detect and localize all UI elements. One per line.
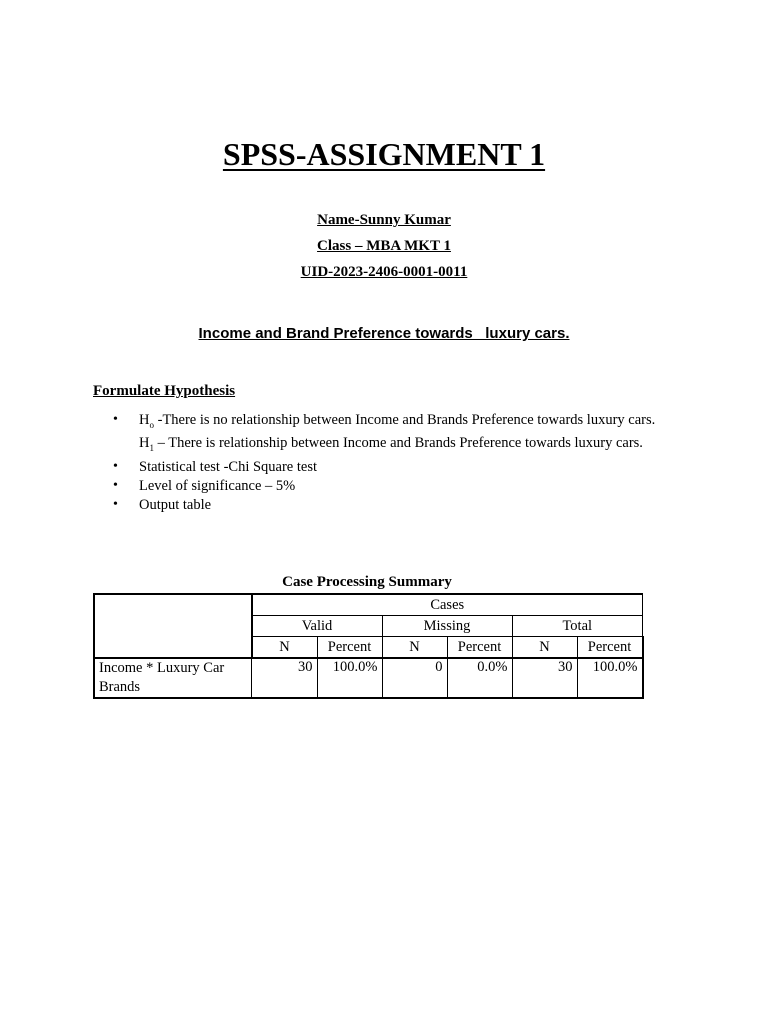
valid-header: Valid	[252, 616, 383, 637]
h1-subscript: 1	[149, 442, 154, 453]
hypothesis-list	[93, 411, 673, 515]
student-uid: UID-2023-2406-0001-0011	[300, 264, 468, 280]
hypothesis-heading: Formulate Hypothesis	[93, 383, 236, 399]
cases-header: Cases	[252, 594, 643, 616]
table-title: Case Processing Summary	[282, 574, 452, 590]
h0-symbol: H	[139, 412, 150, 428]
h1-text: – There is relationship between Income and Brands Preference towards luxury cars.	[153, 434, 643, 451]
document-subtitle: Income and Brand Preference towards luxury cars.	[198, 325, 570, 342]
row-label: Income * Luxury Car Brands	[94, 658, 252, 698]
list-item-output: • Output table	[93, 496, 673, 514]
null-hypothesis	[139, 411, 673, 434]
missing-percent-header: Percent	[447, 637, 512, 659]
valid-n-header: N	[252, 637, 318, 659]
h0-text: -There is no relationship between Income and Brands Preference towards luxury cars.	[153, 412, 656, 428]
h0-subscript: o	[149, 419, 154, 430]
case-processing-table	[93, 593, 644, 699]
missing-n: 0	[382, 658, 447, 698]
list-item-test: • Statistical test -Chi Square test	[93, 458, 673, 476]
total-header: Total	[512, 616, 643, 637]
student-class: Class – MBA MKT 1	[317, 238, 451, 254]
total-n-header: N	[512, 637, 577, 659]
table-corner	[94, 594, 252, 658]
list-item-significance: • Level of significance – 5%	[93, 477, 673, 495]
valid-n: 30	[252, 658, 318, 698]
missing-n-header: N	[382, 637, 447, 659]
total-n: 30	[512, 658, 577, 698]
h1-symbol: H	[139, 434, 150, 451]
valid-percent-header: Percent	[317, 637, 382, 659]
total-percent: 100.0%	[577, 658, 643, 698]
missing-header: Missing	[382, 616, 512, 637]
document-title: SPSS-ASSIGNMENT 1	[222, 136, 546, 172]
missing-percent: 0.0%	[447, 658, 512, 698]
list-item-hypotheses	[93, 411, 673, 457]
valid-percent: 100.0%	[317, 658, 382, 698]
alt-hypothesis	[139, 434, 673, 457]
student-name: Name-Sunny Kumar	[317, 212, 451, 228]
total-percent-header: Percent	[577, 637, 643, 659]
